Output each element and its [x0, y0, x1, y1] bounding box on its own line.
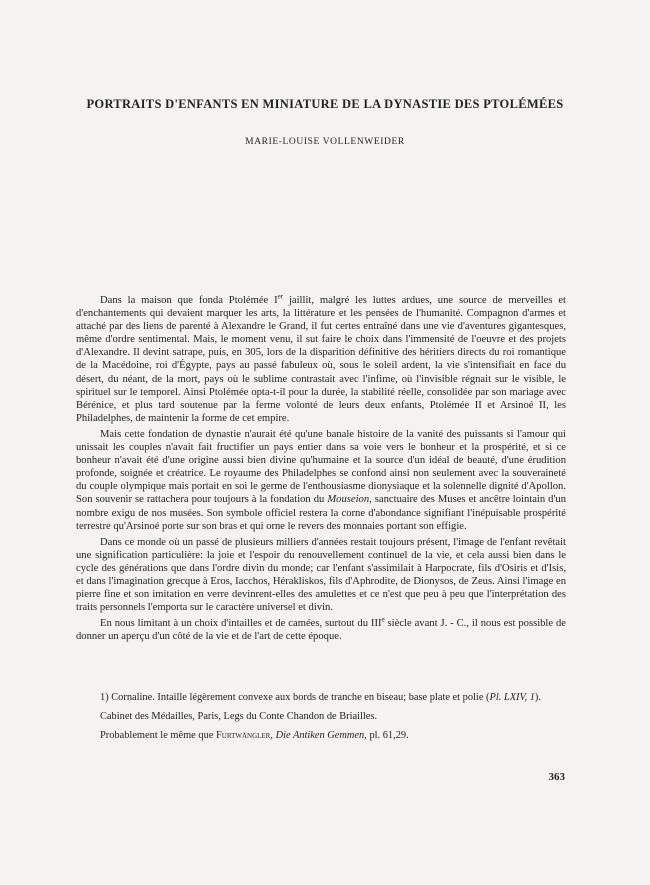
author-name: MARIE-LOUISE VOLLENWEIDER	[245, 137, 405, 147]
paragraph-1: Dans la maison que fonda Ptolémée Ier jaillit, malgré les luttes ardues, une source de merveilles et d'enchantements qui devaient marquer les arts, la littérature et les pensées de l'humanité. Compagnon d'armes et attaché par des liens de parenté à Alexandre le Grand, il fut certes entraîné dans une vie d'aventures gigantesques, même d'ordre sentimental. Mais, le moment venu, il sut faire le choix dans l'immensité de l'oeuvre et des projets d'Alexandre. Il devint satrape, puis, en 305, lors de la disparition définitive des héritiers directs du roi romantique de la Macédoine, roi d'Égypte, pays au passé fabuleux où, sous le soleil ardent, la vie s'intensifiait en face du désert, du néant, de la mort, pays où le sublime contrastait avec l'infime, où l'invisible régnait sur le visible, le spirituel sur le temporel. Ainsi Ptolémée opta-t-il pour la durée, la stabilité réelle, consolidée par son mariage avec Bérénice, et plus tard soutenue par la ferme volonté de leurs deux enfants, Ptolémée II et Arsinoé II, les Philadelphes, de maintenir la forme de cet empire.	[76, 292, 566, 424]
page-number: 363	[548, 771, 565, 783]
note-description: 1) Cornaline. Intaille légèrement convexe aux bords de tranche en biseau; base plate et polie (Pl. LXIV, 1).	[100, 692, 541, 703]
paragraph-2: Mais cette fondation de dynastie n'aurait été qu'une banale histoire de la vanité des puissants si l'amour qui unissait les couples n'avait fait fructifier un pays entier dans sa voie vers le bonheur et la prospérité, et si ce bonheur n'avait été d'une origine aussi bien divine qu'humaine et la source d'un idéal de beauté, d'une érudition profonde, soignée et créatrice. Le royaume des Philadelphes se confond ainsi non seulement avec la souveraineté du couple olympique mais portait en soi le germe de l'enthousiasme dionysiaque et la solennelle dignité d'Apollon. Son souvenir se rattachera pour toujours à la fondation du Mouseion, sanctuaire des Muses et ancêtre lointain d'un nombre exigu de nos musées. Son symbole officiel restera la corne d'abondance signifiant l'inépuisable prospérité terrestre qu'Arsinoé porte sur son bras et qui orne le revers des monnaies portant son effigie.	[76, 428, 566, 532]
paragraph-3: Dans ce monde où un passé de plusieurs milliers d'années restait toujours présent, l'image de l'enfant revêtait une signification particulière: la joie et l'espoir du renouvellement continuel de la vie, et cela aussi bien dans le cycle des générations que dans l'ordre divin du monde; car l'enfant s'assimilait à Harpocrate, fils d'Osiris et d'Isis, et dans l'imagination grecque à Eros, Iacchos, Hérakliskos, fils d'Aphrodite, de Dionysos, de Zeus. Ainsi l'image en pierre fine et son imitation en verre devinrent-elles des amulettes et ce n'est que peu à peu que l'interprétation des traits personnels l'emporta sur le caractère universel et divin.	[76, 536, 566, 614]
paragraph-4: En nous limitant à un choix d'intailles et de camées, surtout du IIIe siècle avant J. - C., il nous est possible de donner un aperçu d'un côté de la vie et de l'art de cette époque.	[76, 615, 567, 643]
article-body	[76, 294, 566, 646]
catalogue-notes	[100, 691, 566, 748]
note-collection: Cabinet des Médailles, Paris, Legs du Conte Chandon de Briailles.	[100, 711, 378, 723]
article-title: PORTRAITS D'ENFANTS EN MINIATURE DE LA DYNASTIE DES PTOLÉMÉES	[86, 97, 564, 111]
note-reference: Probablement le même que Furtwängler, Die Antiken Gemmen, pl. 61,29.	[100, 730, 409, 742]
